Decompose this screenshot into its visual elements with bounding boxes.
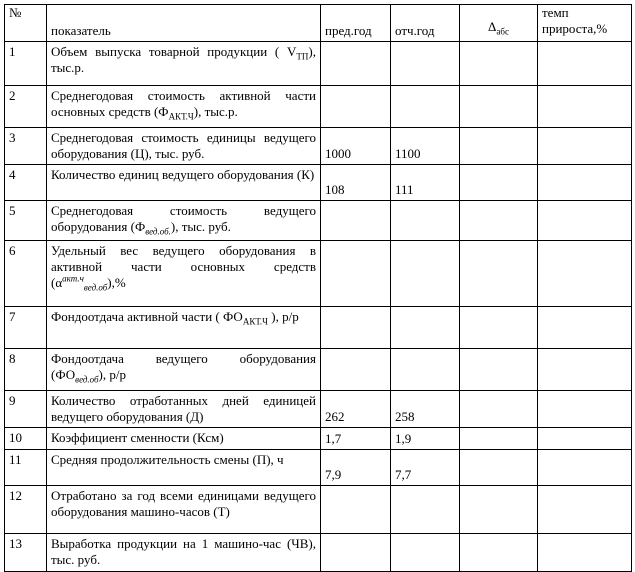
table-body [5,42,632,572]
growth-rate-value [538,307,632,349]
table-row [5,349,632,391]
report-year-value [391,349,460,391]
growth-rate-value [538,86,632,128]
indicator-name: Количество отработанных дней единицей ведущего оборудования (Д) [47,391,321,428]
indicator-name: Фондоотдача активной части ( $ФО_{АКТ.Ч}$ ), р/р [47,307,321,349]
table-row [5,201,632,241]
table-row [5,165,632,201]
row-number: 1 [5,42,47,86]
delta-abs-value [460,165,538,201]
row-number: 2 [5,86,47,128]
table-row [5,486,632,534]
delta-abs-value [460,349,538,391]
row-number: 12 [5,486,47,534]
delta-abs-value [460,307,538,349]
header-delta-abs: $\Delta_{абс}$ [460,5,538,42]
prev-year-value [321,307,391,349]
table-row [5,534,632,572]
prev-year-value: 108 [321,165,391,201]
report-year-value [391,307,460,349]
growth-rate-value [538,428,632,450]
table-row [5,307,632,349]
table-row [5,428,632,450]
indicator-name: Среднегодовая стоимость единицы ведущего оборудования (Ц), тыс. руб. [47,128,321,165]
report-year-value [391,486,460,534]
growth-rate-value [538,128,632,165]
delta-abs-value [460,201,538,241]
growth-rate-value [538,391,632,428]
delta-abs-value [460,450,538,486]
growth-rate-value [538,486,632,534]
indicator-name: Отработано за год всеми единицами ведущего оборудования машино-часов (Т) [47,486,321,534]
table-header-row [5,5,632,42]
indicator-name: Количество единиц ведущего оборудования (К) [47,165,321,201]
report-year-value [391,201,460,241]
prev-year-value [321,534,391,572]
delta-abs-value [460,42,538,86]
prev-year-value: 1000 [321,128,391,165]
prev-year-value [321,486,391,534]
header-prev-year: пред.год [321,5,391,42]
indicator-name: Выработка продукции на 1 машино-час (ЧВ), тыс. руб. [47,534,321,572]
delta-abs-value [460,486,538,534]
growth-rate-value [538,165,632,201]
indicator-name: Среднегодовая стоимость ведущего оборудования $(Ф_{вед.об.})$, тыс. руб. [47,201,321,241]
row-number: 13 [5,534,47,572]
report-year-value: 1100 [391,128,460,165]
growth-rate-value [538,241,632,307]
prev-year-value: 7,9 [321,450,391,486]
row-number: 6 [5,241,47,307]
row-number: 4 [5,165,47,201]
prev-year-value [321,349,391,391]
growth-rate-value [538,349,632,391]
report-year-value: 7,7 [391,450,460,486]
indicator-name: Коэффициент сменности (Ксм) [47,428,321,450]
growth-rate-value [538,450,632,486]
row-number: 3 [5,128,47,165]
growth-rate-value [538,534,632,572]
table-row [5,450,632,486]
header-number: № [5,5,47,42]
prev-year-value [321,241,391,307]
delta-abs-value [460,241,538,307]
indicator-name: Среднегодовая стоимость активной части основных средств $(Ф_{АКТ.Ч})$, тыс.р. [47,86,321,128]
header-indicator: показатель [47,5,321,42]
row-number: 10 [5,428,47,450]
indicator-name: Средняя продолжительность смены (П), ч [47,450,321,486]
indicator-name: Удельный вес ведущего оборудования в активной части основных средств $(\alpha^{акт.ч}_{вед.об}),\%$ [47,241,321,307]
row-number: 8 [5,349,47,391]
report-year-value: 258 [391,391,460,428]
header-report-year: отч.год [391,5,460,42]
report-year-value [391,534,460,572]
prev-year-value: 262 [321,391,391,428]
delta-abs-value [460,391,538,428]
indicators-table [4,4,632,572]
table-row [5,241,632,307]
delta-abs-value [460,86,538,128]
prev-year-value [321,201,391,241]
table-row [5,42,632,86]
indicator-name: Фондоотдача ведущего оборудования $(ФО_{вед.об})$, р/р [47,349,321,391]
prev-year-value [321,86,391,128]
report-year-value: 1,9 [391,428,460,450]
row-number: 5 [5,201,47,241]
delta-abs-value [460,428,538,450]
delta-abs-value [460,534,538,572]
row-number: 11 [5,450,47,486]
report-year-value [391,86,460,128]
table-row [5,391,632,428]
report-year-value [391,241,460,307]
growth-rate-value [538,42,632,86]
prev-year-value: 1,7 [321,428,391,450]
table-row [5,128,632,165]
table-row [5,86,632,128]
delta-abs-value [460,128,538,165]
growth-rate-value [538,201,632,241]
row-number: 9 [5,391,47,428]
report-year-value [391,42,460,86]
report-year-value: 111 [391,165,460,201]
prev-year-value [321,42,391,86]
header-growth-rate: темп прироста,% [538,5,632,42]
row-number: 7 [5,307,47,349]
indicator-name: Объем выпуска товарной продукции ( $V_{ТП}$), тыс.р. [47,42,321,86]
